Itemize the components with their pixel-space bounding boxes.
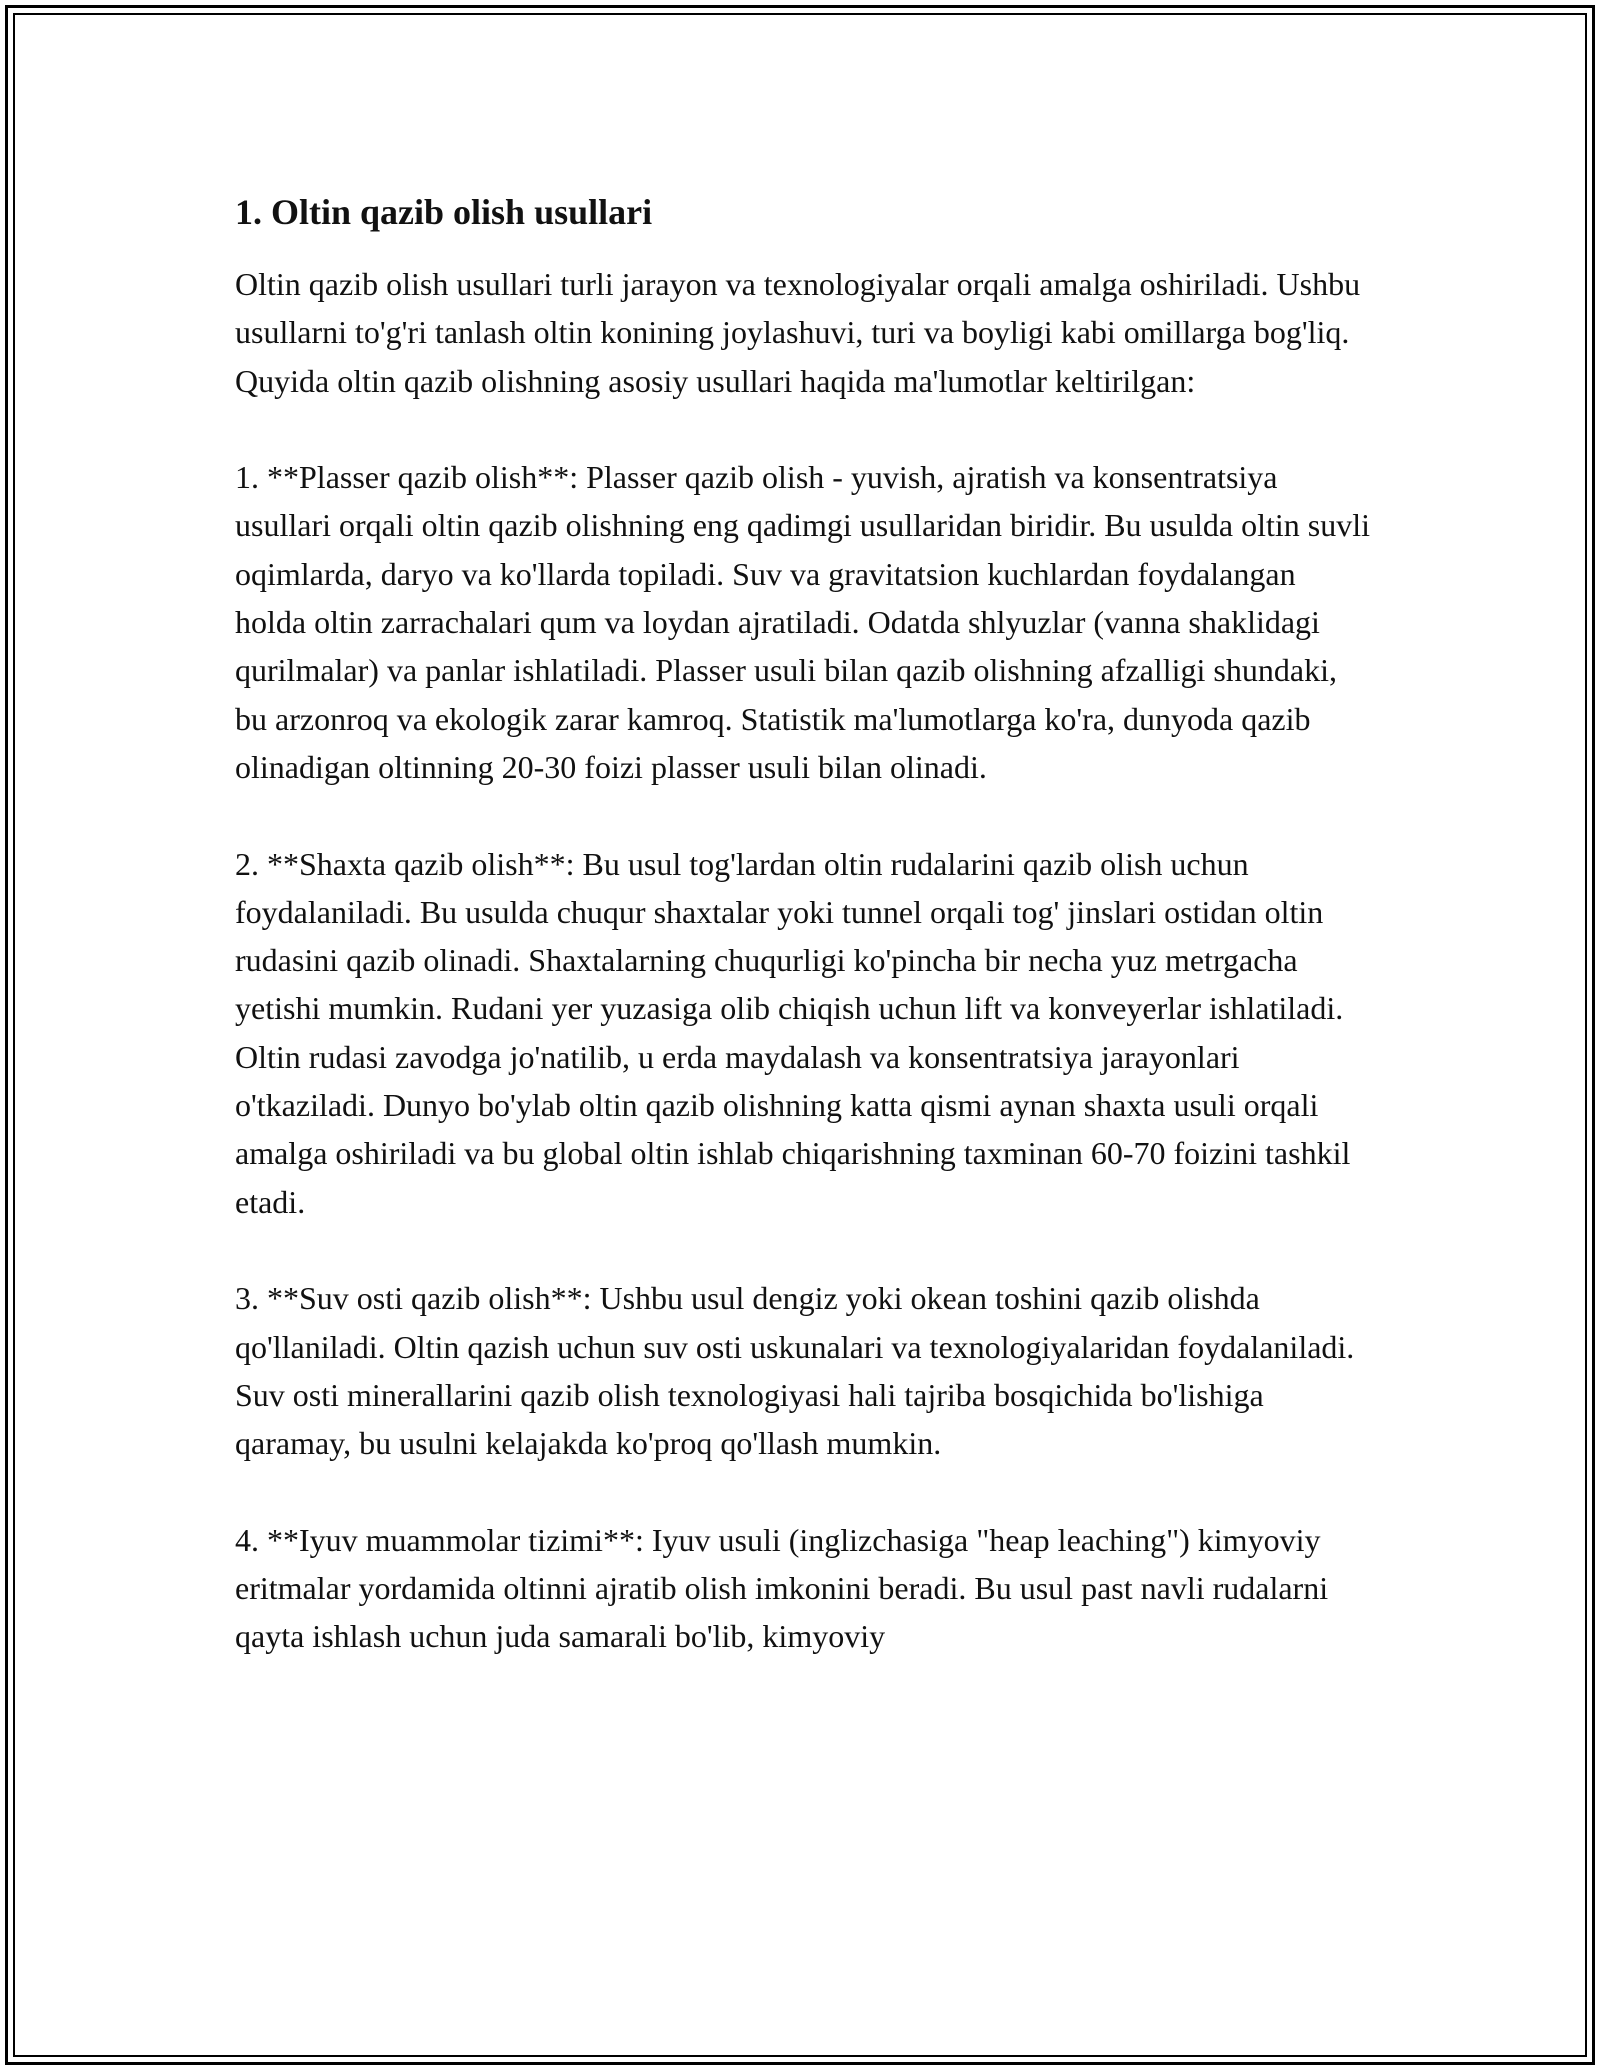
plasser-paragraph: 1. **Plasser qazib olish**: Plasser qazib olish - yuvish, ajratish va konsentratsiya usullari orqali oltin qazib olishning eng qadimgi usullaridan biridir. Bu usulda oltin suvli oqimlarda, daryo va ko'llarda topiladi. Suv va gravitatsion kuchlardan foydalangan holda oltin zarrachalari qum va loydan ajratiladi. Odatda shlyuzlar (vanna shaklidagi qurilmalar) va panlar ishlatiladi. Plasser usuli bilan qazib olishning afzalligi shundaki, bu arzonroq va ekologik zarar kamroq. Statistik ma'lumotlarga ko'ra, dunyoda qazib olinadigan oltinning 20-30 foizi plasser usuli bilan olinadi. — [235, 459, 1370, 785]
shaxta-paragraph: 2. **Shaxta qazib olish**: Bu usul tog'lardan oltin rudalarini qazib olish uchun foydalaniladi. Bu usulda chuqur shaxtalar yoki tunnel orqali tog' jinslari ostidan oltin rudasini qazib olinadi. Shaxtalarning chuqurligi ko'pincha bir necha yuz metrgacha yetishi mumkin. Rudani yer yuzasiga olib chiqish uchun lift va konveyerlar ishlatiladi. Oltin rudasi zavodga jo'natilib, u erda maydalash va konsentratsiya jarayonlari o'tkaziladi. Dunyo bo'ylab oltin qazib olishning katta qismi aynan shaxta usuli orqali amalga oshiriladi va bu global oltin ishlab chiqarishning taxminan 60-70 foizini tashkil etadi. — [235, 845, 1351, 1220]
section-title: 1. Oltin qazib olish usullari — [235, 192, 653, 232]
iyuv-paragraph: 4. **Iyuv muammolar tizimi**: Iyuv usuli (inglizchasiga "heap leaching") kimyoviy eritmalar yordamida oltinni ajratib olish imkonini beradi. Bu usul past navli rudalarni qayta ishlash uchun juda samarali bo'lib, kimyoviy — [235, 1521, 1329, 1655]
suv-osti-paragraph: 3. **Suv osti qazib olish**: Ushbu usul dengiz yoki okean toshini qazib olishda qo'llaniladi. Oltin qazish uchun suv osti uskunalari va texnologiyalaridan foydalaniladi. Suv osti minerallarini qazib olish texnologiyasi hali tajriba bosqichida bo'lishiga qaramay, bu usulni kelajakda ko'proq qo'llash mumkin. — [235, 1280, 1355, 1462]
intro-paragraph: Oltin qazib olish usullari turli jarayon va texnologiyalar orqali amalga oshiriladi. Ushbu usullarni to'g'ri tanlash oltin konining joylashuvi, turi va boyligi kabi omillarga bog'liq. Quyida oltin qazib olishning asosiy usullari haqida ma'lumotlar keltirilgan: — [235, 266, 1361, 399]
document-body — [235, 188, 1370, 1661]
